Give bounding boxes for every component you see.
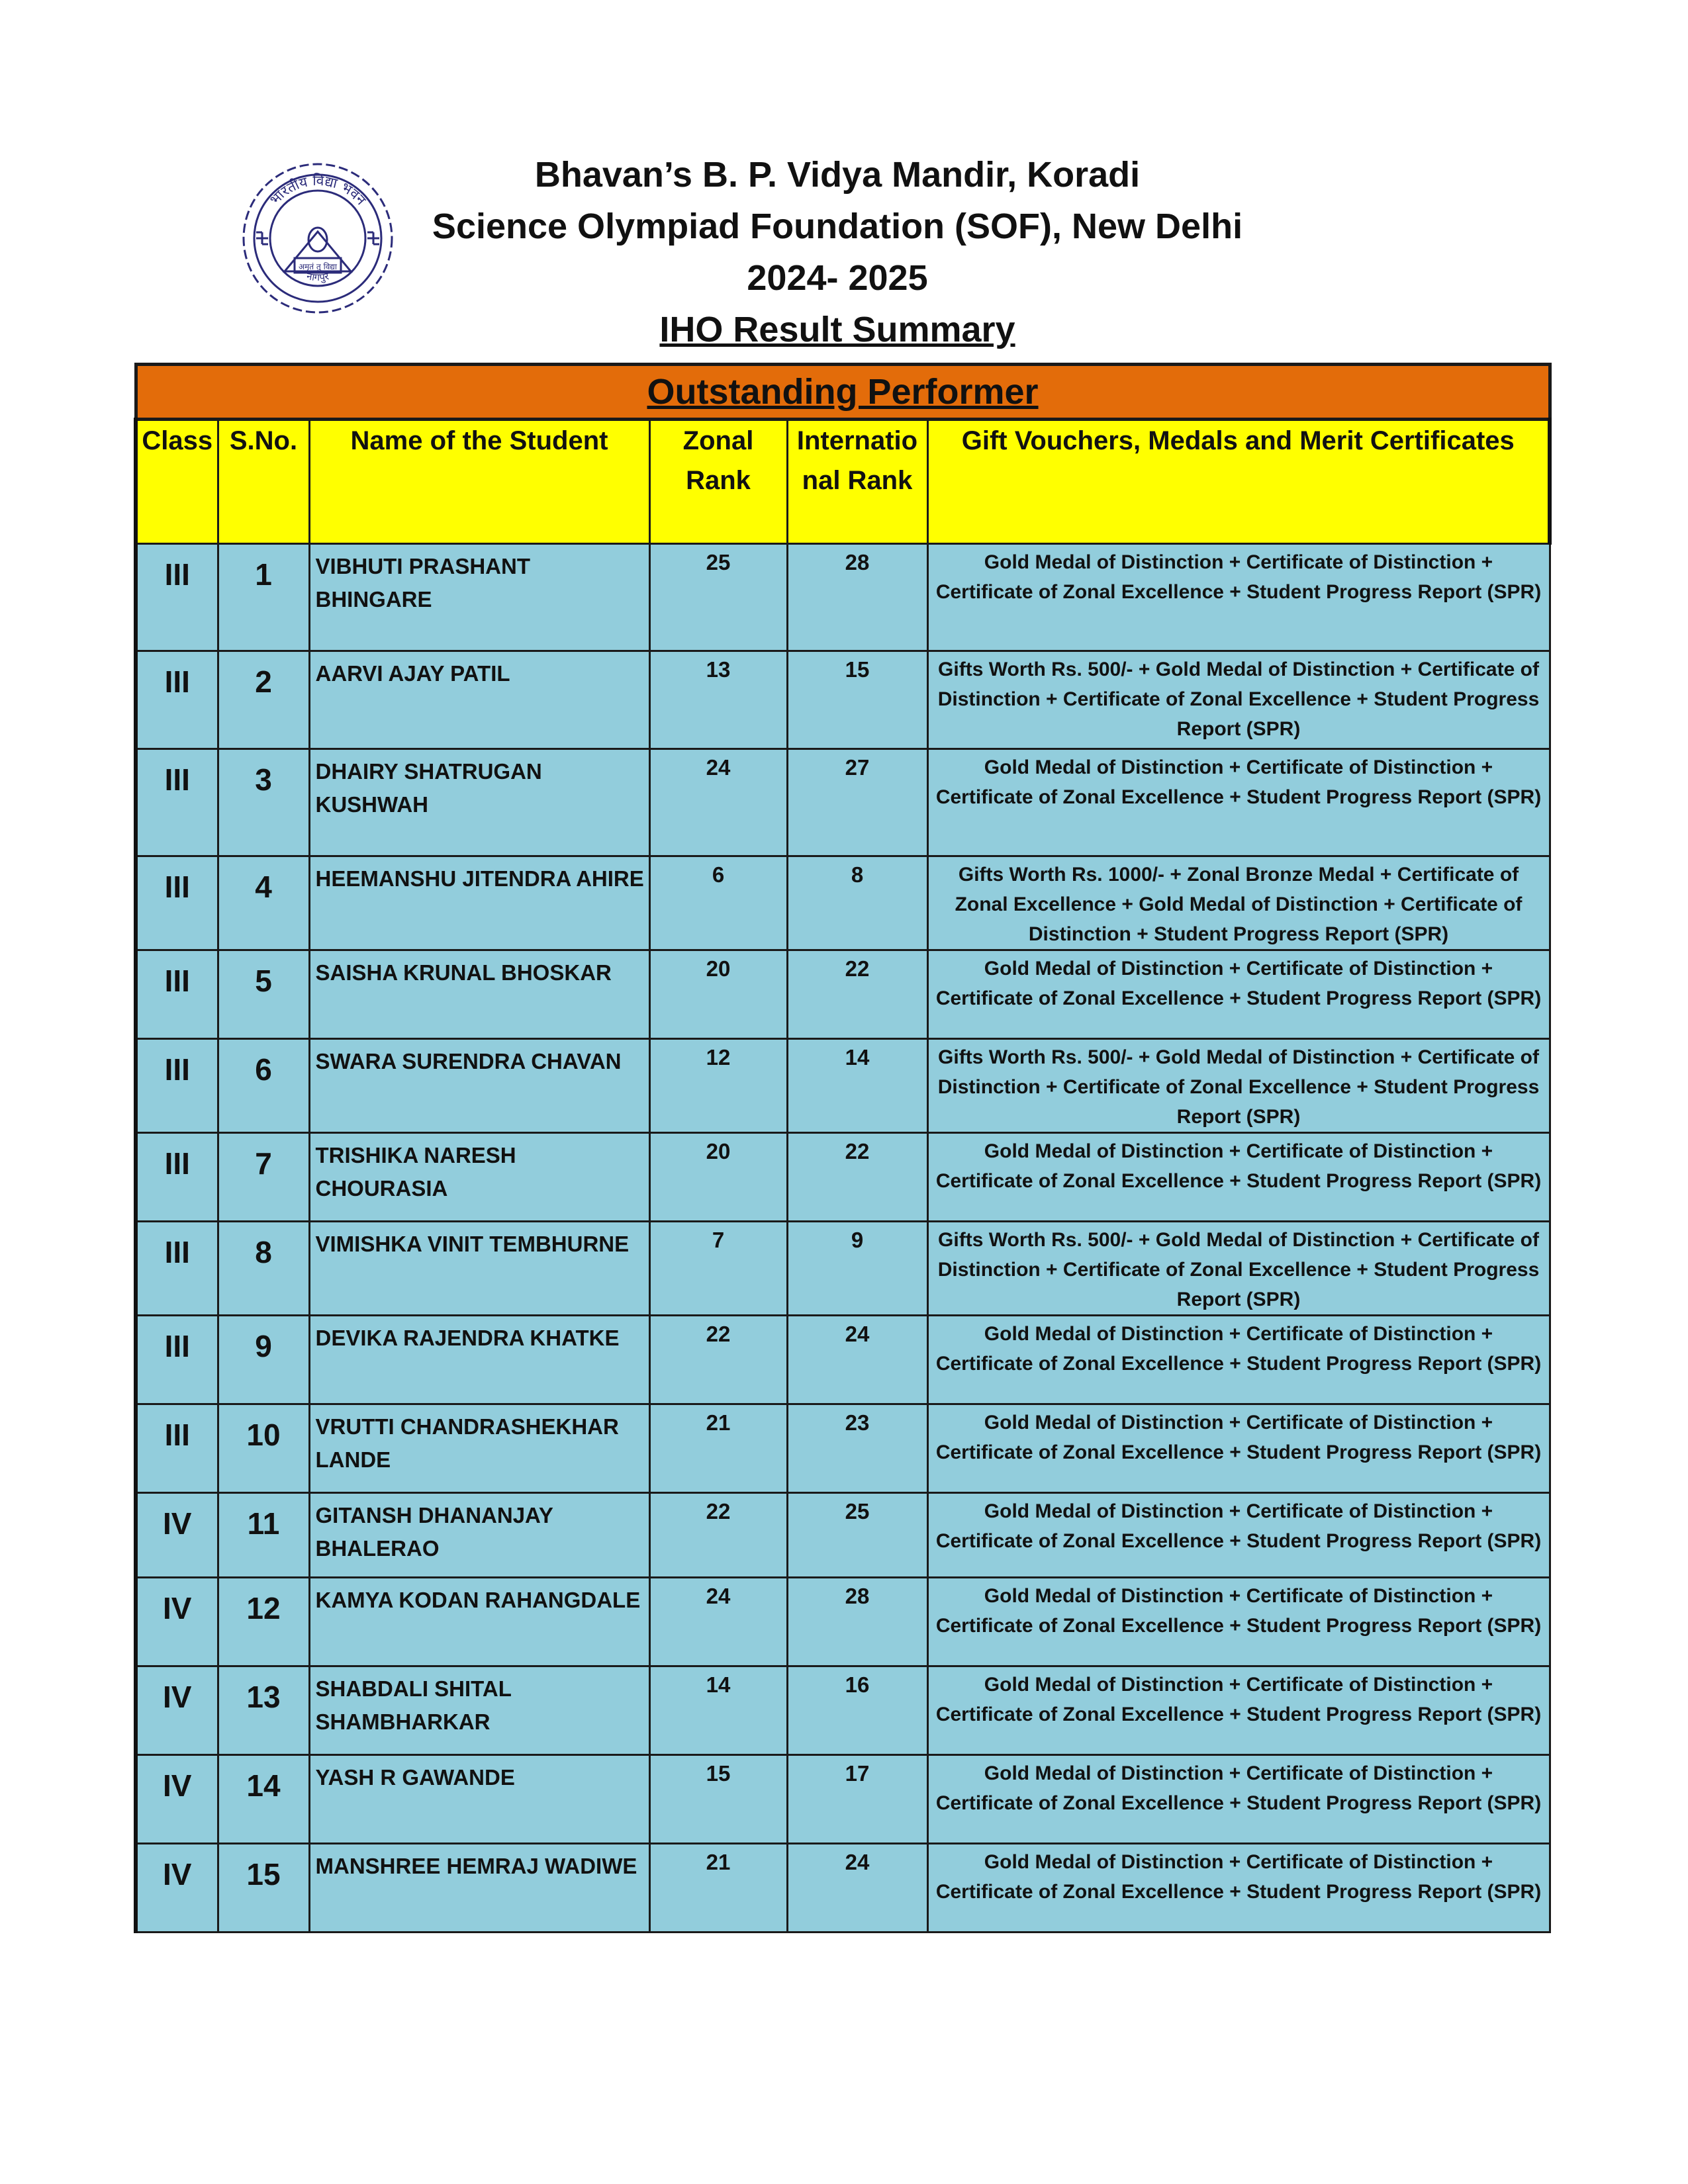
cell-international-rank: 16 (787, 1666, 927, 1755)
cell-class: IV (136, 1844, 218, 1933)
cell-serial-number: 9 (218, 1316, 309, 1404)
column-header-row (136, 420, 1550, 544)
cell-awards: Gold Medal of Distinction + Certificate of Distinction + Certificate of Zonal Excellence + Student Progress Report (SPR) (927, 1316, 1550, 1404)
cell-class: IV (136, 1666, 218, 1755)
cell-international-rank: 24 (787, 1844, 927, 1933)
cell-awards: Gifts Worth Rs. 500/- + Gold Medal of Distinction + Certificate of Distinction + Certificate of Zonal Excellence + Student Progress Report (SPR) (927, 651, 1550, 749)
col-header-zonal-rank: Zonal Rank (649, 420, 787, 544)
cell-awards: Gold Medal of Distinction + Certificate of Distinction + Certificate of Zonal Excellence + Student Progress Report (SPR) (927, 544, 1550, 651)
cell-zonal-rank: 24 (649, 749, 787, 856)
table-row (136, 950, 1550, 1039)
cell-serial-number: 2 (218, 651, 309, 749)
cell-zonal-rank: 21 (649, 1844, 787, 1933)
cell-awards: Gold Medal of Distinction + Certificate of Distinction + Certificate of Zonal Excellence + Student Progress Report (SPR) (927, 950, 1550, 1039)
cell-serial-number: 15 (218, 1844, 309, 1933)
cell-student-name: VIBHUTI PRASHANT BHINGARE (309, 544, 649, 651)
col-header-awards: Gift Vouchers, Medals and Merit Certificates (927, 420, 1550, 544)
svg-text:नागपुर (306, 270, 330, 284)
cell-class: III (136, 544, 218, 651)
table-row (136, 1222, 1550, 1316)
cell-international-rank: 22 (787, 950, 927, 1039)
logo-bottom-text: नागपुर (305, 270, 330, 284)
table-row (136, 749, 1550, 856)
cell-zonal-rank: 24 (649, 1578, 787, 1666)
col-header-name: Name of the Student (309, 420, 649, 544)
cell-zonal-rank: 22 (649, 1316, 787, 1404)
table-row (136, 1039, 1550, 1133)
col-header-international-rank: Internatio nal Rank (787, 420, 927, 544)
cell-zonal-rank: 12 (649, 1039, 787, 1133)
school-name: Bhavan’s B. P. Vidya Mandir, Koradi (534, 155, 1141, 195)
cell-international-rank: 22 (787, 1133, 927, 1222)
cell-awards: Gold Medal of Distinction + Certificate of Distinction + Certificate of Zonal Excellence + Student Progress Report (SPR) (927, 1493, 1550, 1578)
cell-zonal-rank: 14 (649, 1666, 787, 1755)
cell-student-name: VRUTTI CHANDRASHEKHAR LANDE (309, 1404, 649, 1493)
cell-class: III (136, 651, 218, 749)
table-row (136, 651, 1550, 749)
cell-class: IV (136, 1755, 218, 1844)
cell-serial-number: 11 (218, 1493, 309, 1578)
cell-student-name: SAISHA KRUNAL BHOSKAR (309, 950, 649, 1039)
col-header-class: Class (136, 420, 218, 544)
cell-international-rank: 8 (787, 856, 927, 950)
cell-student-name: MANSHREE HEMRAJ WADIWE (309, 1844, 649, 1933)
cell-class: IV (136, 1578, 218, 1666)
cell-awards: Gold Medal of Distinction + Certificate of Distinction + Certificate of Zonal Excellence + Student Progress Report (SPR) (927, 749, 1550, 856)
cell-student-name: SWARA SURENDRA CHAVAN (309, 1039, 649, 1133)
cell-serial-number: 4 (218, 856, 309, 950)
cell-student-name: SHABDALI SHITAL SHAMBHARKAR (309, 1666, 649, 1755)
results-table (134, 363, 1552, 1933)
cell-zonal-rank: 20 (649, 950, 787, 1039)
cell-class: III (136, 1133, 218, 1222)
cell-student-name: YASH R GAWANDE (309, 1755, 649, 1844)
table-row (136, 1755, 1550, 1844)
cell-zonal-rank: 21 (649, 1404, 787, 1493)
cell-serial-number: 8 (218, 1222, 309, 1316)
cell-student-name: VIMISHKA VINIT TEMBHURNE (309, 1222, 649, 1316)
cell-serial-number: 3 (218, 749, 309, 856)
cell-class: III (136, 1222, 218, 1316)
cell-zonal-rank: 6 (649, 856, 787, 950)
cell-zonal-rank: 20 (649, 1133, 787, 1222)
table-row (136, 1666, 1550, 1755)
table-row (136, 1578, 1550, 1666)
cell-international-rank: 9 (787, 1222, 927, 1316)
cell-student-name: AARVI AJAY PATIL (309, 651, 649, 749)
col-header-sno: S.No. (218, 420, 309, 544)
cell-class: III (136, 856, 218, 950)
cell-student-name: GITANSH DHANANJAY BHALERAO (309, 1493, 649, 1578)
cell-awards: Gold Medal of Distinction + Certificate of Distinction + Certificate of Zonal Excellence + Student Progress Report (SPR) (927, 1755, 1550, 1844)
cell-awards: Gold Medal of Distinction + Certificate of Distinction + Certificate of Zonal Excellence + Student Progress Report (SPR) (927, 1404, 1550, 1493)
summary-title: IHO Result Summary (659, 310, 1015, 349)
foundation-name: Science Olympiad Foundation (SOF), New Delhi (432, 206, 1243, 246)
cell-awards: Gold Medal of Distinction + Certificate of Distinction + Certificate of Zonal Excellence + Student Progress Report (SPR) (927, 1133, 1550, 1222)
table-body (136, 544, 1550, 1933)
cell-serial-number: 14 (218, 1755, 309, 1844)
cell-zonal-rank: 15 (649, 1755, 787, 1844)
cell-international-rank: 25 (787, 1493, 927, 1578)
page-header (357, 149, 1317, 355)
cell-serial-number: 12 (218, 1578, 309, 1666)
cell-zonal-rank: 13 (649, 651, 787, 749)
cell-class: III (136, 1316, 218, 1404)
cell-class: IV (136, 1493, 218, 1578)
cell-student-name: DEVIKA RAJENDRA KHATKE (309, 1316, 649, 1404)
cell-class: III (136, 1039, 218, 1133)
cell-serial-number: 6 (218, 1039, 309, 1133)
cell-awards: Gifts Worth Rs. 500/- + Gold Medal of Distinction + Certificate of Distinction + Certificate of Zonal Excellence + Student Progress Report (SPR) (927, 1222, 1550, 1316)
cell-student-name: DHAIRY SHATRUGAN KUSHWAH (309, 749, 649, 856)
cell-class: III (136, 1404, 218, 1493)
table-row (136, 1493, 1550, 1578)
cell-international-rank: 14 (787, 1039, 927, 1133)
cell-serial-number: 13 (218, 1666, 309, 1755)
table-row (136, 1404, 1550, 1493)
cell-awards: Gold Medal of Distinction + Certificate of Distinction + Certificate of Zonal Excellence + Student Progress Report (SPR) (927, 1844, 1550, 1933)
cell-international-rank: 24 (787, 1316, 927, 1404)
table-row (136, 544, 1550, 651)
cell-student-name: TRISHIKA NARESH CHOURASIA (309, 1133, 649, 1222)
cell-serial-number: 1 (218, 544, 309, 651)
cell-zonal-rank: 7 (649, 1222, 787, 1316)
cell-international-rank: 28 (787, 544, 927, 651)
cell-international-rank: 17 (787, 1755, 927, 1844)
cell-class: III (136, 950, 218, 1039)
cell-serial-number: 5 (218, 950, 309, 1039)
cell-awards: Gifts Worth Rs. 1000/- + Zonal Bronze Medal + Certificate of Zonal Excellence + Gold Medal of Distinction + Certificate of Distinction + Student Progress Report (SPR) (927, 856, 1550, 950)
cell-serial-number: 7 (218, 1133, 309, 1222)
cell-student-name: HEEMANSHU JITENDRA AHIRE (309, 856, 649, 950)
cell-zonal-rank: 22 (649, 1493, 787, 1578)
cell-awards: Gifts Worth Rs. 500/- + Gold Medal of Distinction + Certificate of Distinction + Certificate of Zonal Excellence + Student Progress Report (SPR) (927, 1039, 1550, 1133)
cell-international-rank: 28 (787, 1578, 927, 1666)
cell-international-rank: 27 (787, 749, 927, 856)
logo-top-text: भारतीय विद्या भवन (266, 172, 369, 208)
cell-student-name: KAMYA KODAN RAHANGDALE (309, 1578, 649, 1666)
table-row (136, 1316, 1550, 1404)
cell-awards: Gold Medal of Distinction + Certificate of Distinction + Certificate of Zonal Excellence + Student Progress Report (SPR) (927, 1666, 1550, 1755)
table-row (136, 1844, 1550, 1933)
cell-class: III (136, 749, 218, 856)
table-row (136, 1133, 1550, 1222)
cell-awards: Gold Medal of Distinction + Certificate of Distinction + Certificate of Zonal Excellence + Student Progress Report (SPR) (927, 1578, 1550, 1666)
cell-international-rank: 15 (787, 651, 927, 749)
cell-international-rank: 23 (787, 1404, 927, 1493)
table-row (136, 856, 1550, 950)
cell-serial-number: 10 (218, 1404, 309, 1493)
logo-motto: अमृतं तु विद्या (298, 262, 338, 271)
cell-zonal-rank: 25 (649, 544, 787, 651)
table-banner: Outstanding Performer (136, 365, 1550, 420)
academic-year: 2024- 2025 (747, 258, 928, 298)
